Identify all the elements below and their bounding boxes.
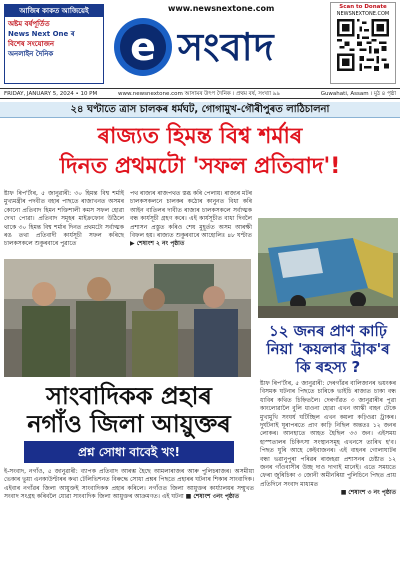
promo-line: অষ্টম বৰ্ষপূৰ্তিত xyxy=(8,20,50,28)
continued-text: শেষাংশ ৩নং পৃষ্ঠাত xyxy=(193,493,240,501)
lead-headline xyxy=(0,122,400,182)
promo-box xyxy=(4,4,104,84)
continued-text: শেষাংশ ২ নং পৃষ্ঠাত xyxy=(136,240,185,248)
logo-letter: e xyxy=(130,25,156,69)
lead-body: পথ ৰাজ্যৰ ৰাজপথত স্তব্ধ কৰি পেলায়। ৰাজ্যৰ মটৰ চালকসকলনে চালকৰ কঠোৰ কানুনত বিধা কৰি আইন বাতিলৰ দাবীত ৰাজ্যৰ চালকসকলে সৰ্বাত্মক বন্ধ কাৰ্যসূচী গ্ৰহণ কৰে। এই কাৰ্যসূচীত বাধা দিবলৈ প্ৰশাসন প্ৰস্তুত কৰিও শেষ মুহূৰ্তত অসম আৰক্ষী বিফল হয়। ৰাজ্যত শুকুৰবাৰে আহোলিঃ ৪৮ ঘণ্টাত xyxy=(130,190,252,240)
dateline-center: www.newsnextone.com আসামৰ উৎপ দৈনিক । প্ৰথম বৰ্ষ, সংখ্যা ৯৯ xyxy=(118,91,280,97)
side-column xyxy=(260,380,396,498)
promo-tag: আজিৰ কাকত আজিয়েই xyxy=(5,5,103,17)
masthead xyxy=(0,0,400,86)
side-continued[interactable]: ■ শেষাংশ ৩ নং পৃষ্ঠাত xyxy=(340,489,396,497)
side-body: ষ্টাফ ৰিপ'ৰ্টাৰ, ৫ জানুৱাৰী: দেৰগাঁৱৰ বালিজানৰ ভয়ংকৰ বিসমক ঘটনাৰ পিছতে চাৰিকে ভাইচি ৰাজ্যত চাকা বন্ধ ধাবিৰ কথিত চিহ্নিতলৈ। দেৰগাঁৱত ৩ জানুৱাৰীৰ পুৱা কাংলোৱালৈ বুলি ধাওনা হোৱা এখন আস্কী বাহন টেকে মুখামুখি সংঘৰ্ষ ঘটিচ্ছিল এখন কয়লা কঢ়িওৱা ট্ৰাকৰ। দুৰ্ঘটনাই ঘূৰাপৰতে প্ৰাণ কাঢ়ি নিছিল অন্ততঃ ১২ জনৰ লোকৰ। আনহাতে আহত হৈছিল ৩৩ জন। এইসময় হাস্পতালৰ চিকিৎসা সংস্থানসমূহ এখনসে তাৰিখ হ'ব। পিছত ঘুৰি আহে কেইবাজনৰ। এই বাহনৰ গোলাঘাটৰ বন্ধা ভৱানুপুৰা পৰিৱৰ ৰাজহৱা প্ৰশাসনৰ চেষ্টাত ১২ জনৰ গাঁওবাসীৰ উচ্ছ দাও দাগাই মানেই। এতে সময়তে ফেৰা জুৰিচিকা ৩ জোনী অমীনৰিয়া পুলিচিনে পিছত প্ৰায় প্ৰতিদিনে সংবাদ মাধ্যমত xyxy=(260,380,396,488)
lead-photo xyxy=(4,259,251,377)
qr-code-icon xyxy=(337,19,389,71)
qr-caption-site: NEWSNEXTONE.COM xyxy=(336,11,390,17)
lead-headline-line: ৰাজ্যত হিমন্ত বিশ্ব শৰ্মাৰ xyxy=(97,124,303,149)
promo-line: অনলাইন দৈনিক xyxy=(8,50,54,58)
continued-label[interactable]: ▶ শেষাংশ ২ নং পৃষ্ঠাত xyxy=(130,240,185,248)
ticker-headline: ২৪ ঘণ্টাতে ত্ৰাস চালকৰ ধৰ্মঘট, গোগামুখ-গৌৰীপুৰত লাঠিচালনা xyxy=(0,102,400,118)
logo-e-icon xyxy=(112,16,174,78)
truck-photo xyxy=(258,218,398,318)
promo-line: News Next One ৰ xyxy=(8,30,75,38)
second-body: ই-সংবাদ, নগাঁও, ৫ জানুৱাৰী: ব্যাপক প্ৰতিবাদ আৰম্ভ হৈছে আমলাৰাজৰ আৰু পুলিচৰাজৰ। অসমীয়া ভেকাৰ ভুয়া এনকাউণ্টাৰৰ কথা টেলিভিশনত বিৰুদ্ধে সোধা প্ৰশ্নৰ পিছতে প্ৰহাৰৰ ঘটনাৰ শিকাৰ সাংবাদিক। এইবাৰ নগাঁৱৰ জিলা আয়ুক্তই সাংবাদিকক প্ৰহাৰ কৰিলে। নগাঁওত জিলা আয়ুক্তৰ কাৰ্য্যালয়ৰ সন্মুখত সংবাদ সংগ্ৰহ কৰিবলৈ যোৱা সাংবাদিক জিলা আয়ুক্তৰ আক্ৰমণত। এই ঘটনা xyxy=(4,468,254,501)
promo-body xyxy=(5,17,103,61)
side-headline: ১২ জনৰ প্ৰাণ কাঢ়ি নিয়া 'কয়লাৰ ট্ৰাক'ৰ কি ৰহস্য ? xyxy=(266,322,390,376)
lead-column-1 xyxy=(4,190,124,249)
lead-body: ষ্টাফ ৰিপ'ৰ্টাৰ, ৫ জানুৱাৰী: ৩০ হিমন্ত বিশ্ব শৰ্মাই মুখ্যমন্ত্ৰীৰ পদবীত বহাৰ পাছতে ৰাজ্যখনত অসমৰ কোনো প্ৰতিবাদ হিমন শক্তিশালী কমস সফল হোৱা দেখা পোৱা। প্ৰতিবাদ সমূহৰ মাইক্ৰফোন উঠিলে থাকে ৩০ হিমন্ত বিশ্ব শৰ্মাৰ দিনত প্ৰথমটো সৰ্বাত্মক ৰঙ তথা প্ৰতিবাদী কাৰ্যসূচী সফল কৰিছে চালকসকলে শুকুৰবাৰে পুৱাতে xyxy=(4,190,124,248)
lead-headline-line: দিনত প্ৰথমটো 'সফল প্ৰতিবাদ'! xyxy=(59,154,341,179)
continued-text: শেষাংশ ৩ নং পৃষ্ঠাত xyxy=(348,489,396,497)
site-url[interactable]: www.newsnextone.com xyxy=(168,4,275,13)
lead-column-2 xyxy=(130,190,252,249)
second-headline xyxy=(4,382,254,438)
promo-line: বিশেষ সংযোজন xyxy=(8,40,55,48)
second-column xyxy=(4,468,254,502)
dateline-date: FRIDAY, JANUARY 5, 2024 • 10 PM xyxy=(4,91,98,97)
second-banner: প্ৰশ্ন সোধা বাবেই খং! xyxy=(24,441,234,463)
donate-qr[interactable] xyxy=(330,2,396,84)
second-headline-line: নগাঁও জিলা আয়ুক্তৰ xyxy=(27,410,231,438)
second-headline-line: সাংবাদিকক প্ৰহাৰ xyxy=(46,382,212,410)
second-continued[interactable]: ■ শেষাংশ ৩নং পৃষ্ঠাত xyxy=(185,493,240,501)
qr-caption: Scan to Donate xyxy=(339,4,387,10)
dateline-place: Guwahati, Assam । মুঠ ৪ পৃষ্ঠা xyxy=(320,91,396,97)
logo-wordmark: সংবাদ xyxy=(178,25,275,69)
dateline xyxy=(0,88,400,99)
